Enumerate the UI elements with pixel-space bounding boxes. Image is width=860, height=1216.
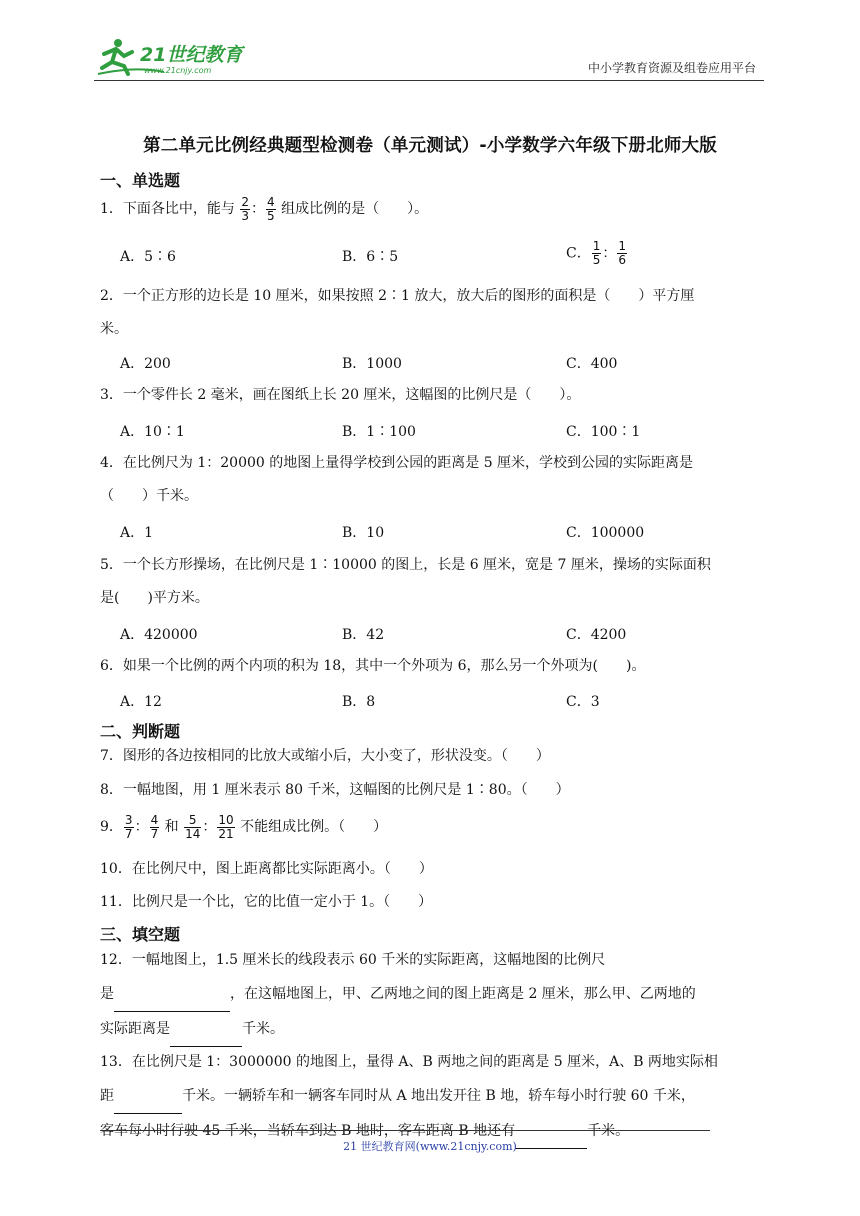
q2-option-b[interactable]: B．1000 (342, 356, 402, 372)
q13-line-2: 距 千米。一辆轿车和一辆客车同时从 A 地出发开往 B 地，轿车每小时行驶 60 千米， (100, 1079, 766, 1114)
question-4 (100, 447, 766, 513)
q3-option-a[interactable]: A．10∶1 (120, 424, 185, 440)
q1-option-c[interactable]: C． $\frac{1}{5}$ ： $\frac{1}{6}$ (566, 239, 626, 267)
q12-line-3: 实际距离是 千米。 (100, 1012, 766, 1047)
q1-fraction-1: $\frac{2}{3}$ (241, 194, 250, 223)
q12-answer-blank-1[interactable] (114, 977, 230, 1012)
q9-conjunction: 和 (164, 819, 179, 835)
question-5 (100, 549, 766, 615)
q1-suffix: 组成比例的是（ ）。 (281, 201, 429, 217)
q9-fraction-4: $\frac{10}{21}$ (218, 812, 234, 841)
q1-fraction-2: $\frac{4}{5}$ (267, 194, 275, 223)
q5-line-2: 是( )平方米。 (100, 590, 209, 606)
q1-option-b[interactable]: B．6∶5 (342, 249, 399, 265)
question-10: 10．在比例尺中，图上距离都比实际距离小。（ ） (100, 861, 433, 877)
logo-main-text: 21世纪教育 (140, 44, 243, 66)
question-6: 6．如果一个比例的两个内项的积为 18，其中一个外项为 6，那么另一个外项为( )。 (100, 658, 646, 674)
q1-option-a[interactable]: A．5∶6 (120, 249, 176, 265)
section-heading-single-choice: 一、单选题 (100, 171, 181, 190)
header-platform-text: 中小学教育资源及组卷应用平台 (587, 61, 756, 75)
q1-ratio-sep: ： (251, 201, 266, 217)
q2-line-2: 米。 (100, 321, 128, 337)
runner-logo-icon (94, 34, 264, 78)
question-13 (100, 1045, 766, 1149)
page-header (94, 34, 764, 81)
q13-line-1: 13．在比例尺是 1：3000000 的地图上，量得 A、B 两地之间的距离是 5 厘米，A、B 两地实际相 (100, 1054, 718, 1070)
q9-fraction-2: $\frac{4}{7}$ (150, 812, 159, 841)
q1-prefix: 1．下面各比中，能与 (100, 201, 235, 217)
q4-line-2: （ ）千米。 (100, 488, 198, 504)
q6-options (120, 691, 760, 715)
page-title: 第二单元比例经典题型检测卷（单元测试）-小学数学六年级下册北师大版 (143, 136, 717, 156)
q3-option-c[interactable]: C．100∶1 (566, 424, 641, 440)
logo-url-text: www.21cnjy.com (144, 66, 212, 75)
q6-option-a[interactable]: A．12 (120, 694, 162, 710)
q5-option-c[interactable]: C．4200 (566, 627, 627, 643)
q12-answer-blank-2[interactable] (170, 1012, 242, 1047)
q5-line-1: 5．一个长方形操场，在比例尺是 1∶10000 的图上，长是 6 厘米，宽是 7 厘米，操场的实际面积 (100, 557, 711, 573)
q4-line-1: 4．在比例尺为 1：20000 的地图上量得学校到公园的距离是 5 厘米，学校到公园的实际距离是 (100, 455, 694, 471)
q6-option-c[interactable]: C．3 (566, 694, 600, 710)
q4-option-c[interactable]: C．100000 (566, 525, 645, 541)
q13-answer-blank-1[interactable] (114, 1079, 182, 1114)
section-heading-true-false: 二、判断题 (100, 722, 181, 741)
question-2 (100, 280, 766, 346)
q3-option-b[interactable]: B．1∶100 (342, 424, 416, 440)
q2-options (120, 353, 760, 377)
footer-divider (100, 1130, 710, 1131)
footer-text[interactable]: 21 世纪教育网(www.21cnjy.com) (343, 1140, 517, 1153)
q2-option-a[interactable]: A．200 (120, 356, 171, 372)
q5-options (120, 624, 760, 648)
q2-option-c[interactable]: C．400 (566, 356, 618, 372)
question-9: 9． $\frac{3}{7}$ ： $\frac{4}{7}$ 和 $\frac{5}{14}$ ： $\frac{10}{21}$ 不能组成比例。（ ） (100, 812, 388, 841)
logo (94, 34, 264, 78)
q9-suffix: 不能组成比例。（ ） (240, 819, 388, 835)
q9-fraction-3: $\frac{5}{14}$ (185, 812, 201, 841)
question-12 (100, 943, 766, 1047)
q12-line-1: 12．一幅地图上，1.5 厘米长的线段表示 60 千米的实际距离，这幅地图的比例尺 (100, 952, 606, 968)
q5-option-a[interactable]: A．420000 (120, 627, 198, 643)
q12-line-2: 是 ，在这幅地图上，甲、乙两地之间的图上距离是 2 厘米，那么甲、乙两地的 (100, 977, 766, 1012)
question-3: 3．一个零件长 2 毫米，画在图纸上长 20 厘米，这幅图的比例尺是（ ）。 (100, 387, 581, 403)
question-1 (100, 193, 766, 226)
q4-option-b[interactable]: B．10 (342, 525, 385, 541)
q13-line-3: 客车每小时行驶 45 千米，当轿车到达 B 地时，客车距离 B 地还有 千米。 (100, 1114, 766, 1149)
q6-option-b[interactable]: B．8 (342, 694, 376, 710)
q5-option-b[interactable]: B．42 (342, 627, 385, 643)
question-7: 7．图形的各边按相同的比放大或缩小后，大小变了，形状没变。（ ） (100, 748, 550, 764)
q2-line-1: 2．一个正方形的边长是 10 厘米，如果按照 2∶1 放大，放大后的图形的面积是（ ）平方厘 (100, 288, 695, 304)
q3-options (120, 421, 760, 445)
section-heading-fill-blank: 三、填空题 (100, 925, 181, 944)
question-8: 8．一幅地图，用 1 厘米表示 80 千米，这幅图的比例尺是 1∶80。（ ） (100, 782, 570, 798)
q9-prefix: 9． (100, 819, 123, 835)
q9-fraction-1: $\frac{3}{7}$ (124, 812, 133, 841)
q4-options (120, 522, 760, 546)
q1-options (120, 239, 760, 270)
q4-option-a[interactable]: A．1 (120, 525, 154, 541)
question-11: 11．比例尺是一个比，它的比值一定小于 1。（ ） (100, 894, 433, 910)
